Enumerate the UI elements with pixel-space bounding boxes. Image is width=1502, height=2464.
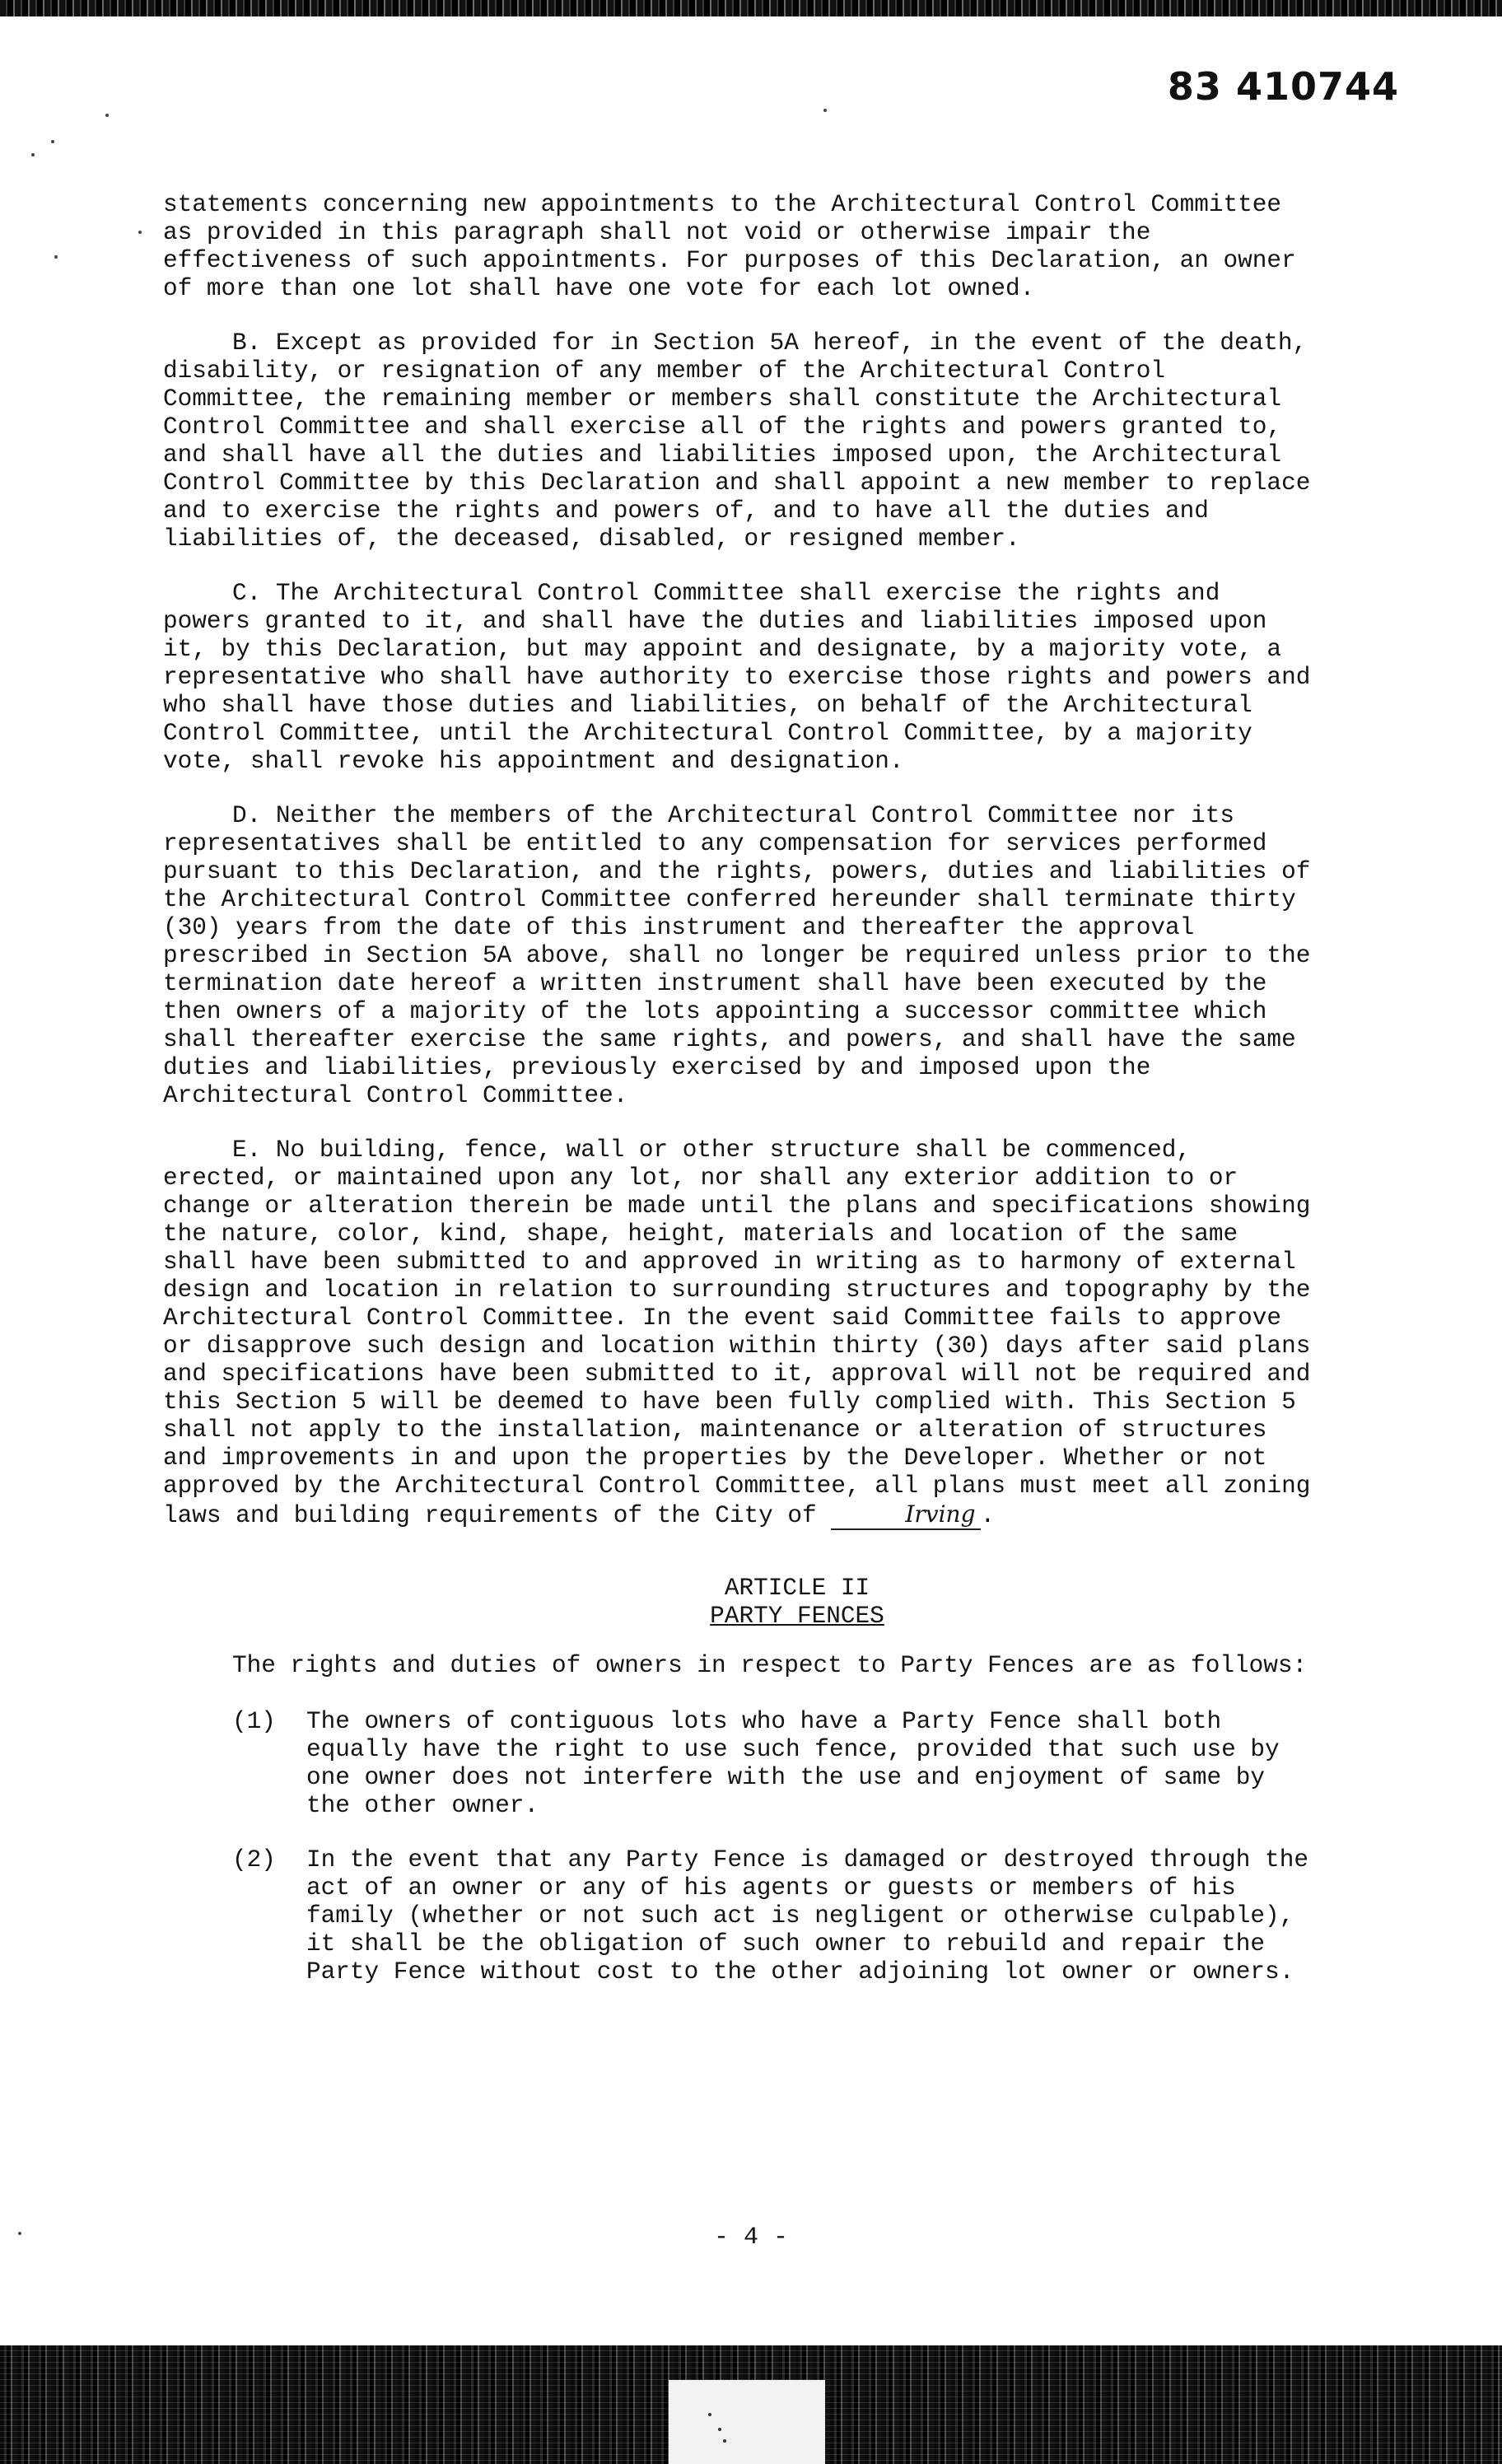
city-handwritten-blank: Irving [831, 1500, 980, 1530]
paragraph-b: B. Except as provided for in Section 5A hereof, in the event of the death, disability, or resignation of any member of the Architectural Control Committee, the remaining member or members shall constitute the Architectural Control Committee and shall exercise all of the rights and powers granted to, and shall have all the duties and liabilities imposed upon, the Architectural Control Committee by this Declaration and shall appoint a new member to replace and to exercise the rights and powers of, and to have all the duties and liabilities of, the deceased, disabled, or resigned member. [163, 329, 1311, 553]
recording-number: 83 410744 [1167, 64, 1399, 109]
scan-speck [105, 114, 109, 117]
scan-speck [723, 2439, 726, 2443]
list-item-text: In the event that any Party Fence is damaged or destroyed through the act of an owner or any of his agents or guests or members of his family (whether or not such act is negligent or otherwise culpable), it shall be the obligation of such owner to rebuild and repair the Party Fence without cost to the other adjoining lot owner or owners. [306, 1846, 1308, 1986]
document-body [163, 191, 1341, 2013]
scan-speck [54, 255, 58, 259]
scan-speck [31, 153, 35, 156]
article-intro: The rights and duties of owners in respect to Party Fences are as follows: [232, 1652, 1308, 1679]
scan-speck [718, 2428, 721, 2431]
article-title: PARTY FENCES [710, 1603, 884, 1630]
list-item-number: (1) [232, 1708, 276, 1735]
scan-speck [823, 109, 827, 112]
article-heading [208, 1575, 1386, 1631]
scan-light-patch [669, 2380, 825, 2464]
paragraph-e-text: E. No building, fence, wall or other structure shall be commenced, erected, or maintained upon any lot, nor shall any exterior addition to or change or alteration therein be made until the plans and specifications showing the nature, color, kind, shape, height, materials and location of the same shall have been submitted to and approved in writing as to harmony of external design and location in relation to surrounding structures and topography by the Architectural Control Committee. In the event said Committee fails to approve or disapprove such design and location within thirty (30) days after said plans and specifications have been submitted to it, approval will not be required and this Section 5 will be deemed to have been fully complied with. This Section 5 shall not apply to the installation, maintenance or alteration of structures and improvements in and upon the properties by the Developer. Whether or not approved by the Architectural Control Committee, all plans must meet all zoning laws and building requirements of the City of [163, 1136, 1311, 1529]
list-item-text: The owners of contiguous lots who have a Party Fence shall both equally have the right to use such fence, provided that such use by one owner does not interfere with the use and enjoyment of same by the other owner. [306, 1708, 1280, 1819]
paragraph-d: D. Neither the members of the Architectural Control Committee nor its representatives shall be entitled to any compensation for services performed pursuant to this Declaration, and the rights, powers, duties and liabilities of the Architectural Control Committee conferred hereunder shall terminate thirty (30) years from the date of this instrument and thereafter the approval prescribed in Section 5A above, shall no longer be required unless prior to the termination date hereof a written instrument shall have been executed by the then owners of a majority of the lots appointing a successor committee which shall thereafter exercise the same rights, and powers, and shall have the same duties and liabilities, previously exercised by and imposed upon the Architectural Control Committee. [163, 802, 1311, 1109]
scan-speck [51, 140, 54, 143]
paragraph-c: C. The Architectural Control Committee shall exercise the rights and powers granted to it, and shall have the duties and liabilities imposed upon it, by this Declaration, but may appoint and designate, by a majority vote, a representative who shall have authority to exercise those rights and powers and who shall have those duties and liabilities, on behalf of the Architectural Control Committee, until the Architectural Control Committee, by a majority vote, shall revoke his appointment and designation. [163, 580, 1311, 775]
paragraph-e [163, 1136, 1341, 1530]
scan-border-top [0, 0, 1502, 16]
list-item-number: (2) [232, 1846, 276, 1874]
list-item [232, 1846, 1341, 1986]
article-number: ARTICLE II [724, 1575, 870, 1602]
list-item [232, 1708, 1341, 1820]
scan-speck [138, 231, 142, 234]
page-number: - 4 - [713, 2224, 788, 2252]
paragraph-continued: statements concerning new appointments to the Architectural Control Committee as provided in this paragraph shall not void or otherwise impair the effectiveness of such appointments. For purposes of this Declaration, an owner of more than one lot shall have one vote for each lot owned. [163, 191, 1296, 302]
scan-speck [708, 2413, 711, 2416]
paragraph-e-end: . [980, 1502, 996, 1529]
